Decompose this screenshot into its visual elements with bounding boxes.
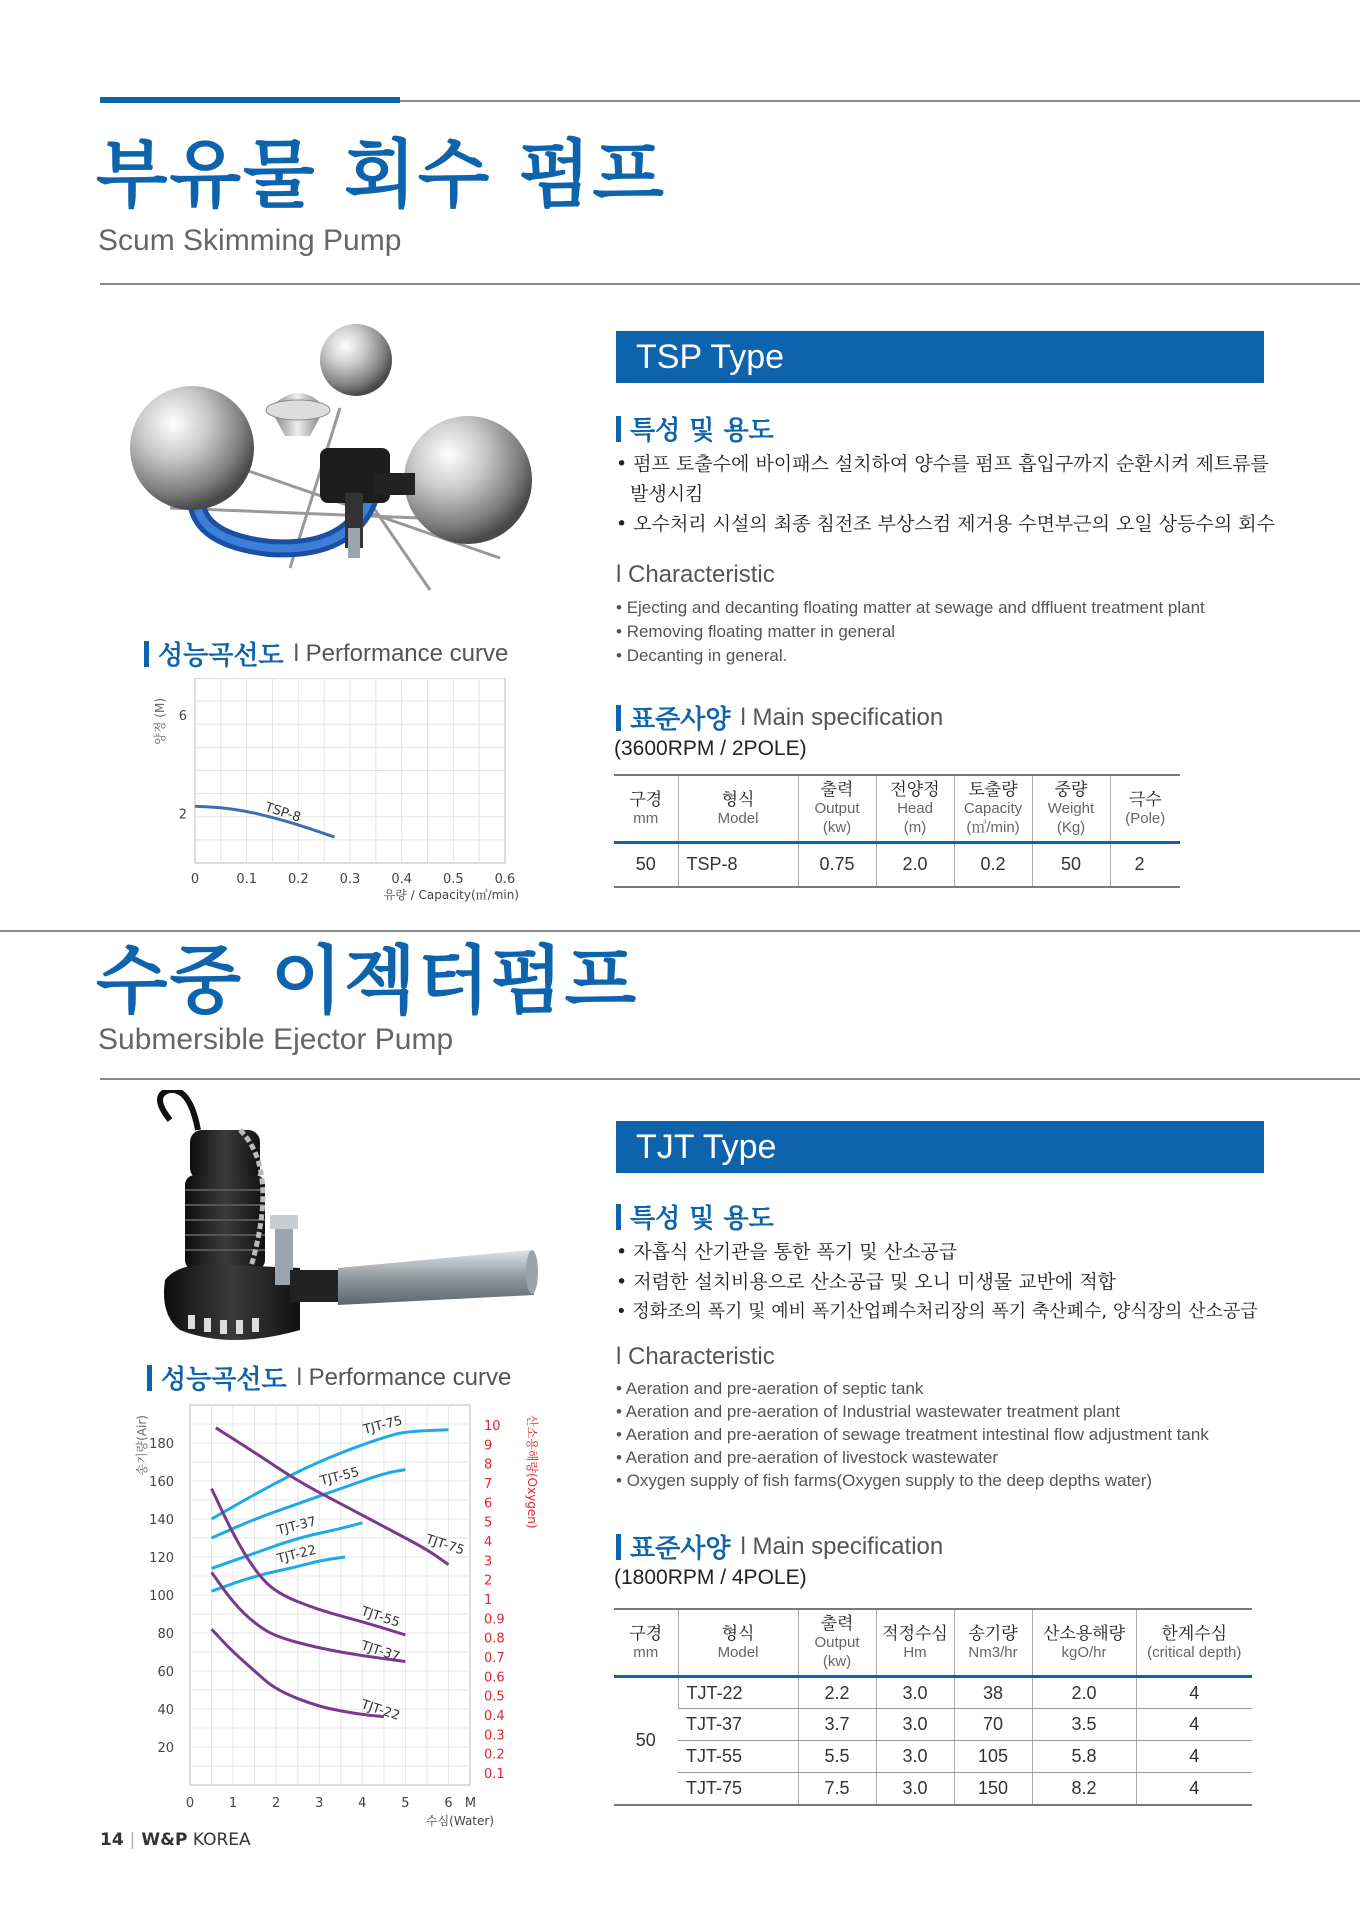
series-label: TJT-75 xyxy=(423,1531,467,1559)
cell: TJT-75 xyxy=(678,1773,798,1805)
y2-tick-label: 0.5 xyxy=(484,1689,505,1705)
list-item: • Aeration and pre-aeration of sewage treatment intestinal flow adjustment tank xyxy=(616,1423,1276,1446)
x-tick-label: 3 xyxy=(315,1796,324,1811)
col-output: 출력 Output (kw) xyxy=(798,775,876,843)
footer-brand-suffix: KOREA xyxy=(192,1830,251,1850)
y2-tick-label: 8 xyxy=(484,1457,493,1473)
section1-title-ko: 부유물 회수 펌프 xyxy=(96,132,666,218)
cell: 3.7 xyxy=(798,1709,876,1741)
cell: 0.75 xyxy=(798,843,876,887)
feature-heading-ko: 특성 및 용도 xyxy=(630,1204,774,1234)
y2-tick-label: 10 xyxy=(484,1419,501,1434)
tjt-performance-chart xyxy=(130,1395,550,1835)
x-tick-label: 1 xyxy=(228,1796,238,1811)
y-tick-label: 120 xyxy=(149,1551,174,1566)
section2-title-ko: 수중 이젝터펌프 xyxy=(96,938,639,1024)
heading-marker xyxy=(147,1365,152,1391)
table-row xyxy=(614,843,1180,887)
x-tick-label: 6 xyxy=(444,1796,453,1811)
cell: 2 xyxy=(1110,843,1180,887)
series-label: TJT-55 xyxy=(318,1464,361,1490)
x-tick-label: 5 xyxy=(401,1796,410,1811)
cell: 150 xyxy=(954,1773,1032,1805)
table-header-row xyxy=(614,1609,1252,1677)
y2-tick-label: 3 xyxy=(484,1554,493,1570)
y2-tick-label: 0.6 xyxy=(484,1670,505,1686)
table-row xyxy=(614,1773,1252,1805)
heading-marker xyxy=(616,416,621,442)
section2-characteristic-heading: l Characteristic xyxy=(616,1343,775,1370)
tsp-type-bar: TSP Type xyxy=(616,331,1264,383)
x-axis-label: 수심(Water) xyxy=(425,1814,495,1828)
y2-tick-label: 0.1 xyxy=(484,1767,505,1782)
y2-tick-label: 1 xyxy=(484,1593,493,1608)
y2-tick-label: 4 xyxy=(484,1535,493,1550)
y2-tick-label: 0.8 xyxy=(484,1631,505,1647)
section1-rpm: (3600RPM / 2POLE) xyxy=(614,737,807,760)
section1-features-ko xyxy=(616,449,1276,539)
col-air: 송기량 Nm3/hr xyxy=(954,1609,1032,1677)
perf-heading-en: l Performance curve xyxy=(296,1363,512,1391)
y-tick-label: 100 xyxy=(149,1589,174,1604)
col-pole: 극수 (Pole) xyxy=(1110,775,1180,843)
spec-heading-en: l Main specification xyxy=(740,703,944,731)
section1-characteristics-en xyxy=(616,596,1276,668)
perf-heading-ko: 성능곡선도 xyxy=(158,641,284,671)
y-tick-label: 140 xyxy=(149,1513,174,1528)
x-tick-label: 0 xyxy=(190,872,200,887)
series-label: TJT-37 xyxy=(359,1638,402,1665)
spec-heading-ko: 표준사양 xyxy=(630,1534,731,1564)
cell: 3.0 xyxy=(876,1741,954,1773)
y2-tick-label: 7 xyxy=(484,1477,493,1492)
list-item: • Ejecting and decanting floating matter at sewage and dffluent treatment plant xyxy=(616,596,1276,620)
y-tick-label: 40 xyxy=(157,1703,174,1718)
cell: 4 xyxy=(1136,1773,1252,1805)
page-number: 14 xyxy=(100,1830,124,1850)
section2-feature-heading xyxy=(616,1198,774,1235)
col-bore: 구경 mm xyxy=(629,789,663,827)
list-item: • Oxygen supply of fish farms(Oxygen supply to the deep depths water) xyxy=(616,1469,1276,1492)
list-item: • Aeration and pre-aeration of septic tank xyxy=(616,1377,1276,1400)
cell: 70 xyxy=(954,1709,1032,1741)
list-item: • Removing floating matter in general xyxy=(616,620,1276,644)
tjt-spec-table xyxy=(614,1608,1252,1806)
section1-characteristic-heading: l Characteristic xyxy=(616,561,775,588)
table-row xyxy=(614,1709,1252,1741)
list-item: • 저렴한 설치비용으로 산소공급 및 오니 미생물 교반에 적합 xyxy=(616,1267,1276,1297)
cell: 50 xyxy=(1032,843,1110,887)
cell: 2.0 xyxy=(876,843,954,887)
x-axis-label: 유량 / Capacity(㎥/min) xyxy=(383,888,519,902)
cell: 50 xyxy=(614,843,678,887)
cell-bore: 50 xyxy=(614,1677,678,1805)
list-item: • 오수처리 시설의 최종 침전조 부상스컴 제거용 수면부근의 오일 상등수의 회수 xyxy=(616,509,1276,539)
section2-divider xyxy=(100,1078,1360,1080)
section2-rpm: (1800RPM / 4POLE) xyxy=(614,1566,807,1589)
y2-tick-label: 2 xyxy=(484,1573,493,1589)
cell: TJT-22 xyxy=(678,1677,798,1709)
list-item: • 자흡식 산기관을 통한 폭기 및 산소공급 xyxy=(616,1237,1276,1267)
col-critical-depth: 한계수심 (critical depth) xyxy=(1136,1609,1252,1677)
series-label: TJT-22 xyxy=(359,1697,402,1724)
cell: 3.5 xyxy=(1032,1709,1136,1741)
heading-marker xyxy=(616,1534,621,1560)
x-tick-label: 0 xyxy=(185,1796,195,1811)
heading-marker xyxy=(616,1204,621,1230)
top-rule-accent xyxy=(100,97,400,103)
x-tick-label: 4 xyxy=(358,1796,367,1811)
perf-heading-ko: 성능곡선도 xyxy=(161,1365,287,1395)
section1-feature-heading xyxy=(616,410,774,447)
x-tick-label: 0.3 xyxy=(339,872,361,887)
y-axis-label: 송기량(Air) xyxy=(135,1415,149,1476)
cell: 105 xyxy=(954,1741,1032,1773)
col-model: 형식 Model xyxy=(678,1609,798,1677)
cell: 4 xyxy=(1136,1741,1252,1773)
cell: 5.8 xyxy=(1032,1741,1136,1773)
x-unit-label: M xyxy=(464,1796,477,1811)
feature-heading-ko: 특성 및 용도 xyxy=(630,416,774,446)
section2-title-en: Submersible Ejector Pump xyxy=(98,1023,454,1056)
cell: 3.0 xyxy=(876,1773,954,1805)
cell: 4 xyxy=(1136,1709,1252,1741)
footer-brand: W&P xyxy=(141,1830,188,1850)
section1-title-en: Scum Skimming Pump xyxy=(98,224,402,257)
section1-spec-heading xyxy=(616,699,943,736)
table-row xyxy=(614,1677,1252,1709)
section2-spec-heading xyxy=(616,1528,943,1565)
col-model: 형식 Model xyxy=(678,775,798,843)
chart-grid xyxy=(195,678,505,863)
x-tick-label: 0.2 xyxy=(287,872,309,887)
tjt-pump-image xyxy=(150,1090,540,1350)
spec-heading-en: l Main specification xyxy=(740,1532,944,1560)
y2-tick-label: 0.7 xyxy=(484,1651,505,1666)
x-tick-label: 0.5 xyxy=(442,872,464,887)
y-tick-label: 80 xyxy=(157,1627,174,1642)
x-tick-label: 0.1 xyxy=(236,872,258,887)
section1-perf-heading xyxy=(144,635,508,672)
col-weight: 중량 Weight (Kg) xyxy=(1032,775,1110,843)
series-label: TJT-55 xyxy=(359,1604,402,1631)
y-axis-label: 양정 (M) xyxy=(153,698,167,745)
series-label: TJT-75 xyxy=(361,1413,404,1438)
cell: 4 xyxy=(1136,1677,1252,1709)
tsp-performance-chart xyxy=(150,678,530,903)
col-output: 출력 Output (kw) xyxy=(798,1609,876,1677)
cell: 3.0 xyxy=(876,1709,954,1741)
cell: 8.2 xyxy=(1032,1773,1136,1805)
tsp-spec-table xyxy=(614,774,1180,888)
y2-axis-label: 산소용해량(Oxygen) xyxy=(525,1415,539,1529)
heading-marker xyxy=(616,705,621,731)
x-tick-label: 2 xyxy=(272,1796,281,1811)
list-item: • Aeration and pre-aeration of Industrial wastewater treatment plant xyxy=(616,1400,1276,1423)
cell: 3.0 xyxy=(876,1677,954,1709)
table-header-row xyxy=(614,775,1180,843)
table-row xyxy=(614,1741,1252,1773)
list-item: • 정화조의 폭기 및 예비 폭기산업폐수처리장의 폭기 축산폐수, 양식장의 산소공급 xyxy=(616,1297,1276,1327)
col-capacity: 토출량 Capacity (㎥/min) xyxy=(954,775,1032,843)
col-oxygen: 산소용해량 kgO/hr xyxy=(1032,1609,1136,1677)
y2-tick-label: 5 xyxy=(484,1515,493,1531)
x-tick-label: 0.6 xyxy=(494,872,516,887)
section2-perf-heading xyxy=(147,1359,511,1396)
page-footer: 14 | W&P KOREA xyxy=(100,1830,251,1850)
cell: 7.5 xyxy=(798,1773,876,1805)
section1-divider xyxy=(100,283,1360,285)
heading-marker xyxy=(144,641,149,667)
list-item: • Aeration and pre-aeration of livestock wastewater xyxy=(616,1446,1276,1469)
list-item: • 펌프 토출수에 바이패스 설치하여 양수를 펌프 흡입구까지 순환시켜 제트류를 발생시킴 xyxy=(616,449,1276,509)
cell: 0.2 xyxy=(954,843,1032,887)
tsp-pump-image xyxy=(120,318,540,608)
series-label: TJT-37 xyxy=(275,1514,318,1539)
cell: 2.2 xyxy=(798,1677,876,1709)
y-tick-label: 20 xyxy=(157,1741,174,1756)
cell: 38 xyxy=(954,1677,1032,1709)
y2-tick-label: 0.2 xyxy=(484,1747,505,1763)
y-tick-label: 180 xyxy=(149,1437,174,1452)
perf-heading-en: l Performance curve xyxy=(293,639,509,667)
cell: TJT-55 xyxy=(678,1741,798,1773)
spec-heading-ko: 표준사양 xyxy=(630,705,731,735)
y-tick-label: 2 xyxy=(178,807,187,823)
y2-tick-label: 6 xyxy=(484,1496,493,1512)
col-bore: 구경 mm xyxy=(629,1623,663,1661)
y2-tick-label: 0.9 xyxy=(484,1612,505,1628)
col-head: 전양정 Head (m) xyxy=(876,775,954,843)
list-item: • Decanting in general. xyxy=(616,644,1276,668)
series-label: TJT-22 xyxy=(275,1542,318,1567)
x-tick-label: 0.4 xyxy=(391,872,413,887)
y2-tick-label: 0.3 xyxy=(484,1728,505,1744)
chart-grid xyxy=(190,1405,470,1785)
section2-characteristics-en xyxy=(616,1377,1276,1492)
cell: 2.0 xyxy=(1032,1677,1136,1709)
y2-tick-label: 0.4 xyxy=(484,1709,505,1724)
cell: TSP-8 xyxy=(678,843,798,887)
y2-tick-label: 9 xyxy=(484,1438,493,1454)
col-depth: 적정수심 Hm xyxy=(876,1609,954,1677)
y-tick-label: 160 xyxy=(149,1475,174,1490)
y-tick-label: 6 xyxy=(178,709,187,724)
series-label: TSP-8 xyxy=(262,800,303,826)
section2-top-rule xyxy=(0,930,1360,932)
cell: 5.5 xyxy=(798,1741,876,1773)
y-tick-label: 60 xyxy=(157,1665,174,1680)
section2-features-ko xyxy=(616,1237,1276,1327)
cell: TJT-37 xyxy=(678,1709,798,1741)
tjt-type-bar: TJT Type xyxy=(616,1121,1264,1173)
